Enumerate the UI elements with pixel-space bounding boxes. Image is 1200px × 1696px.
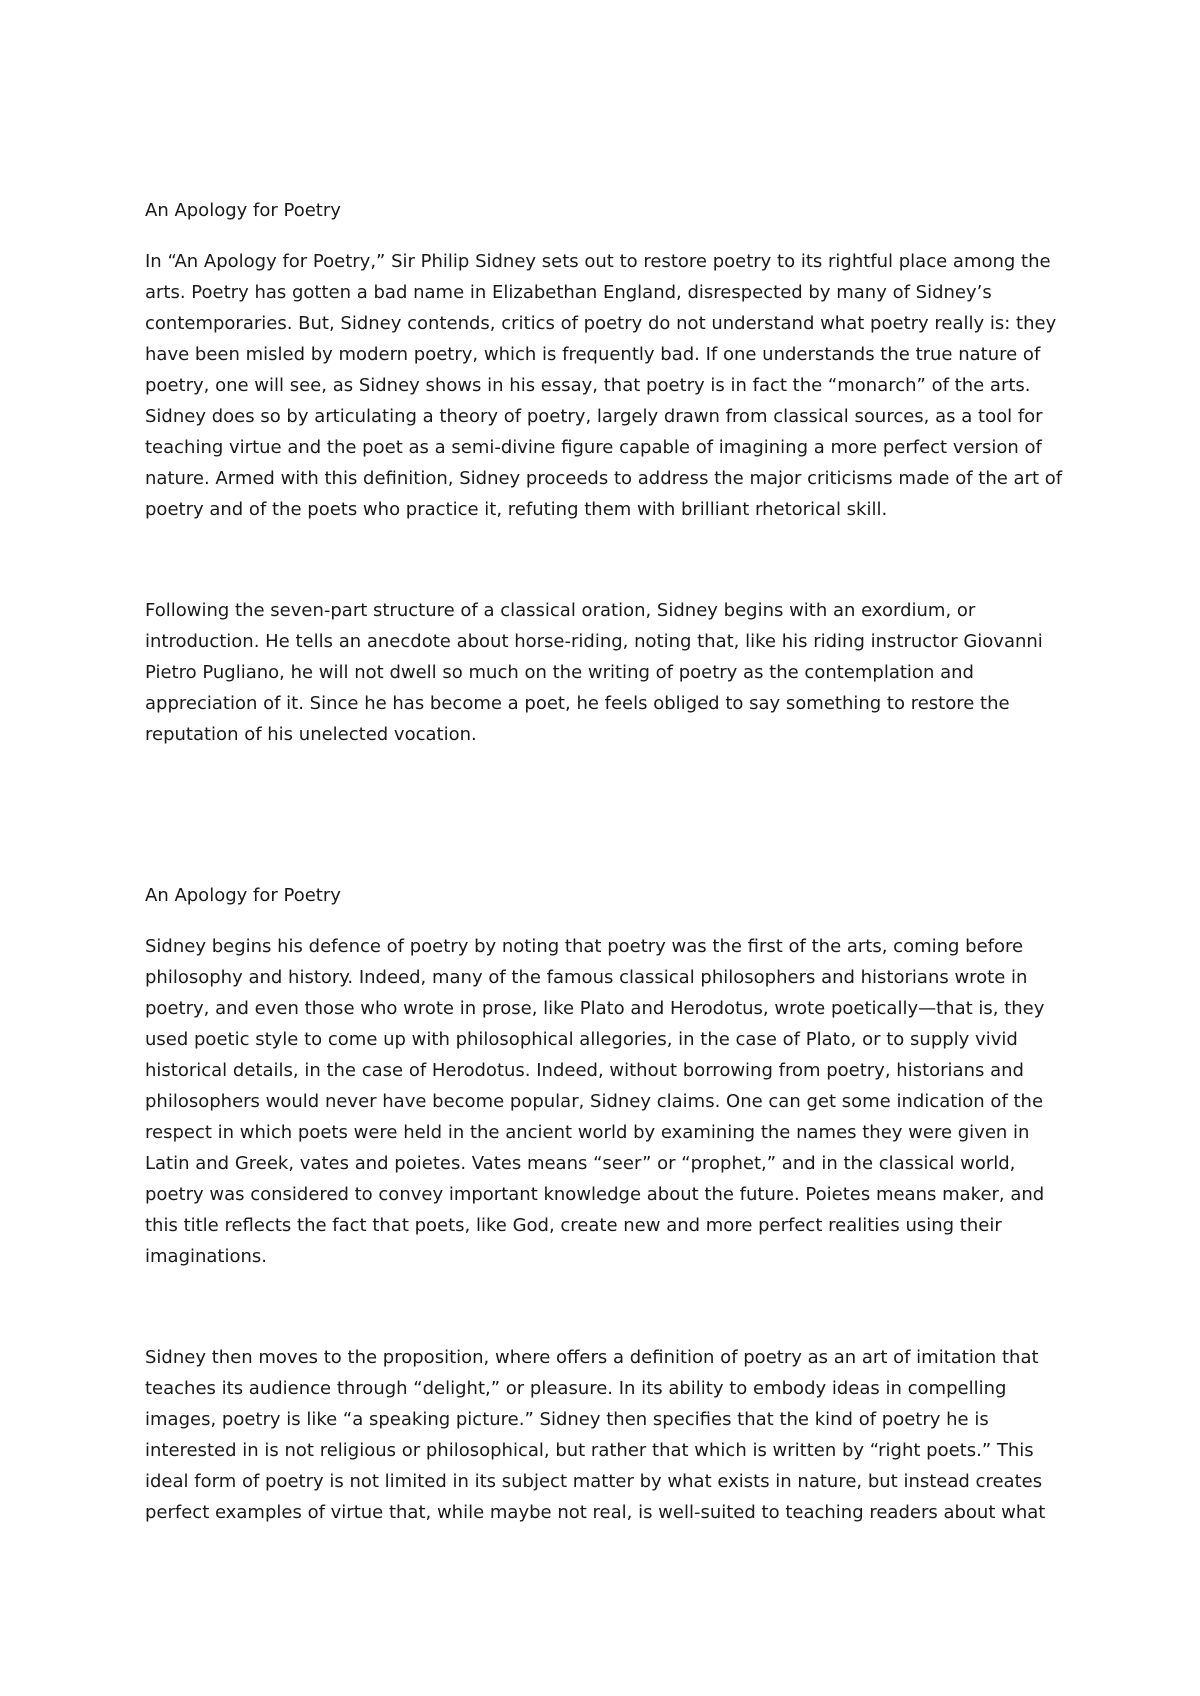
spacer [145, 750, 1065, 880]
paragraph-intro: In “An Apology for Poetry,” Sir Philip Sidney sets out to restore poetry to its rightful place among the arts. Poetry has gotten a bad name in Elizabethan England, disrespected by many of Sidney’s contemporaries. But, Sidney contends, critics of poetry do not understand what poetry really is: they have been misled by modern poetry, which is frequently bad. If one understands the true nature of poetry, one will see, as Sidney shows in his essay, that poetry is in fact the “monarch” of the arts. Sidney does so by articulating a theory of poetry, largely drawn from classical sources, as a tool for teaching virtue and the poet as a semi-divine figure capable of imagining a more perfect version of nature. Armed with this definition, Sidney proceeds to address the major criticisms made of the art of poetry and of the poets who practice it, refuting them with brilliant rhetorical skill. [145, 251, 1063, 520]
spacer [145, 525, 1065, 595]
document-page [145, 195, 1065, 1528]
paragraph-defence: Sidney begins his defence of poetry by noting that poetry was the first of the arts, coming before philosophy and history. Indeed, many of the famous classical philosophers and historians wrote in poetry, and even those who wrote in prose, like Plato and Herodotus, wrote poetically—that is, they used poetic style to come up with philosophical allegories, in the case of Plato, or to supply vivid historical details, in the case of Herodotus. Indeed, without borrowing from poetry, historians and philosophers would never have become popular, Sidney claims. One can get some indication of the respect in which poets were held in the ancient world by examining the names they were given in Latin and Greek, vates and poietes. Vates means “seer” or “prophet,” and in the classical world, poetry was considered to convey important knowledge about the future. Poietes means maker, and this title reflects the fact that poets, like God, create new and more perfect realities using their imaginations. [145, 936, 1045, 1267]
section-heading: An Apology for Poetry [145, 200, 341, 221]
paragraph-proposition: Sidney then moves to the proposition, where offers a definition of poetry as an art of imitation that teaches its audience through “delight,” or pleasure. In its ability to embody ideas in compelling images, poetry is like “a speaking picture.” Sidney then specifies that the kind of poetry he is interested in is not religious or philosophical, but rather that which is written by “right poets.” This ideal form of poetry is not limited in its subject matter by what exists in nature, but instead creates perfect examples of virtue that, while maybe not real, is well-suited to teaching readers about what [145, 1347, 1046, 1523]
section-heading: An Apology for Poetry [145, 885, 341, 906]
paragraph-exordium: Following the seven-part structure of a classical oration, Sidney begins with an exordium, or introduction. He tells an anecdote about horse-riding, noting that, like his riding instructor Giovanni Pietro Pugliano, he will not dwell so much on the writing of poetry as the contemplation and appreciation of it. Since he has become a poet, he feels obliged to say something to restore the reputation of his unelected vocation. [145, 600, 1043, 745]
spacer [145, 1272, 1065, 1342]
